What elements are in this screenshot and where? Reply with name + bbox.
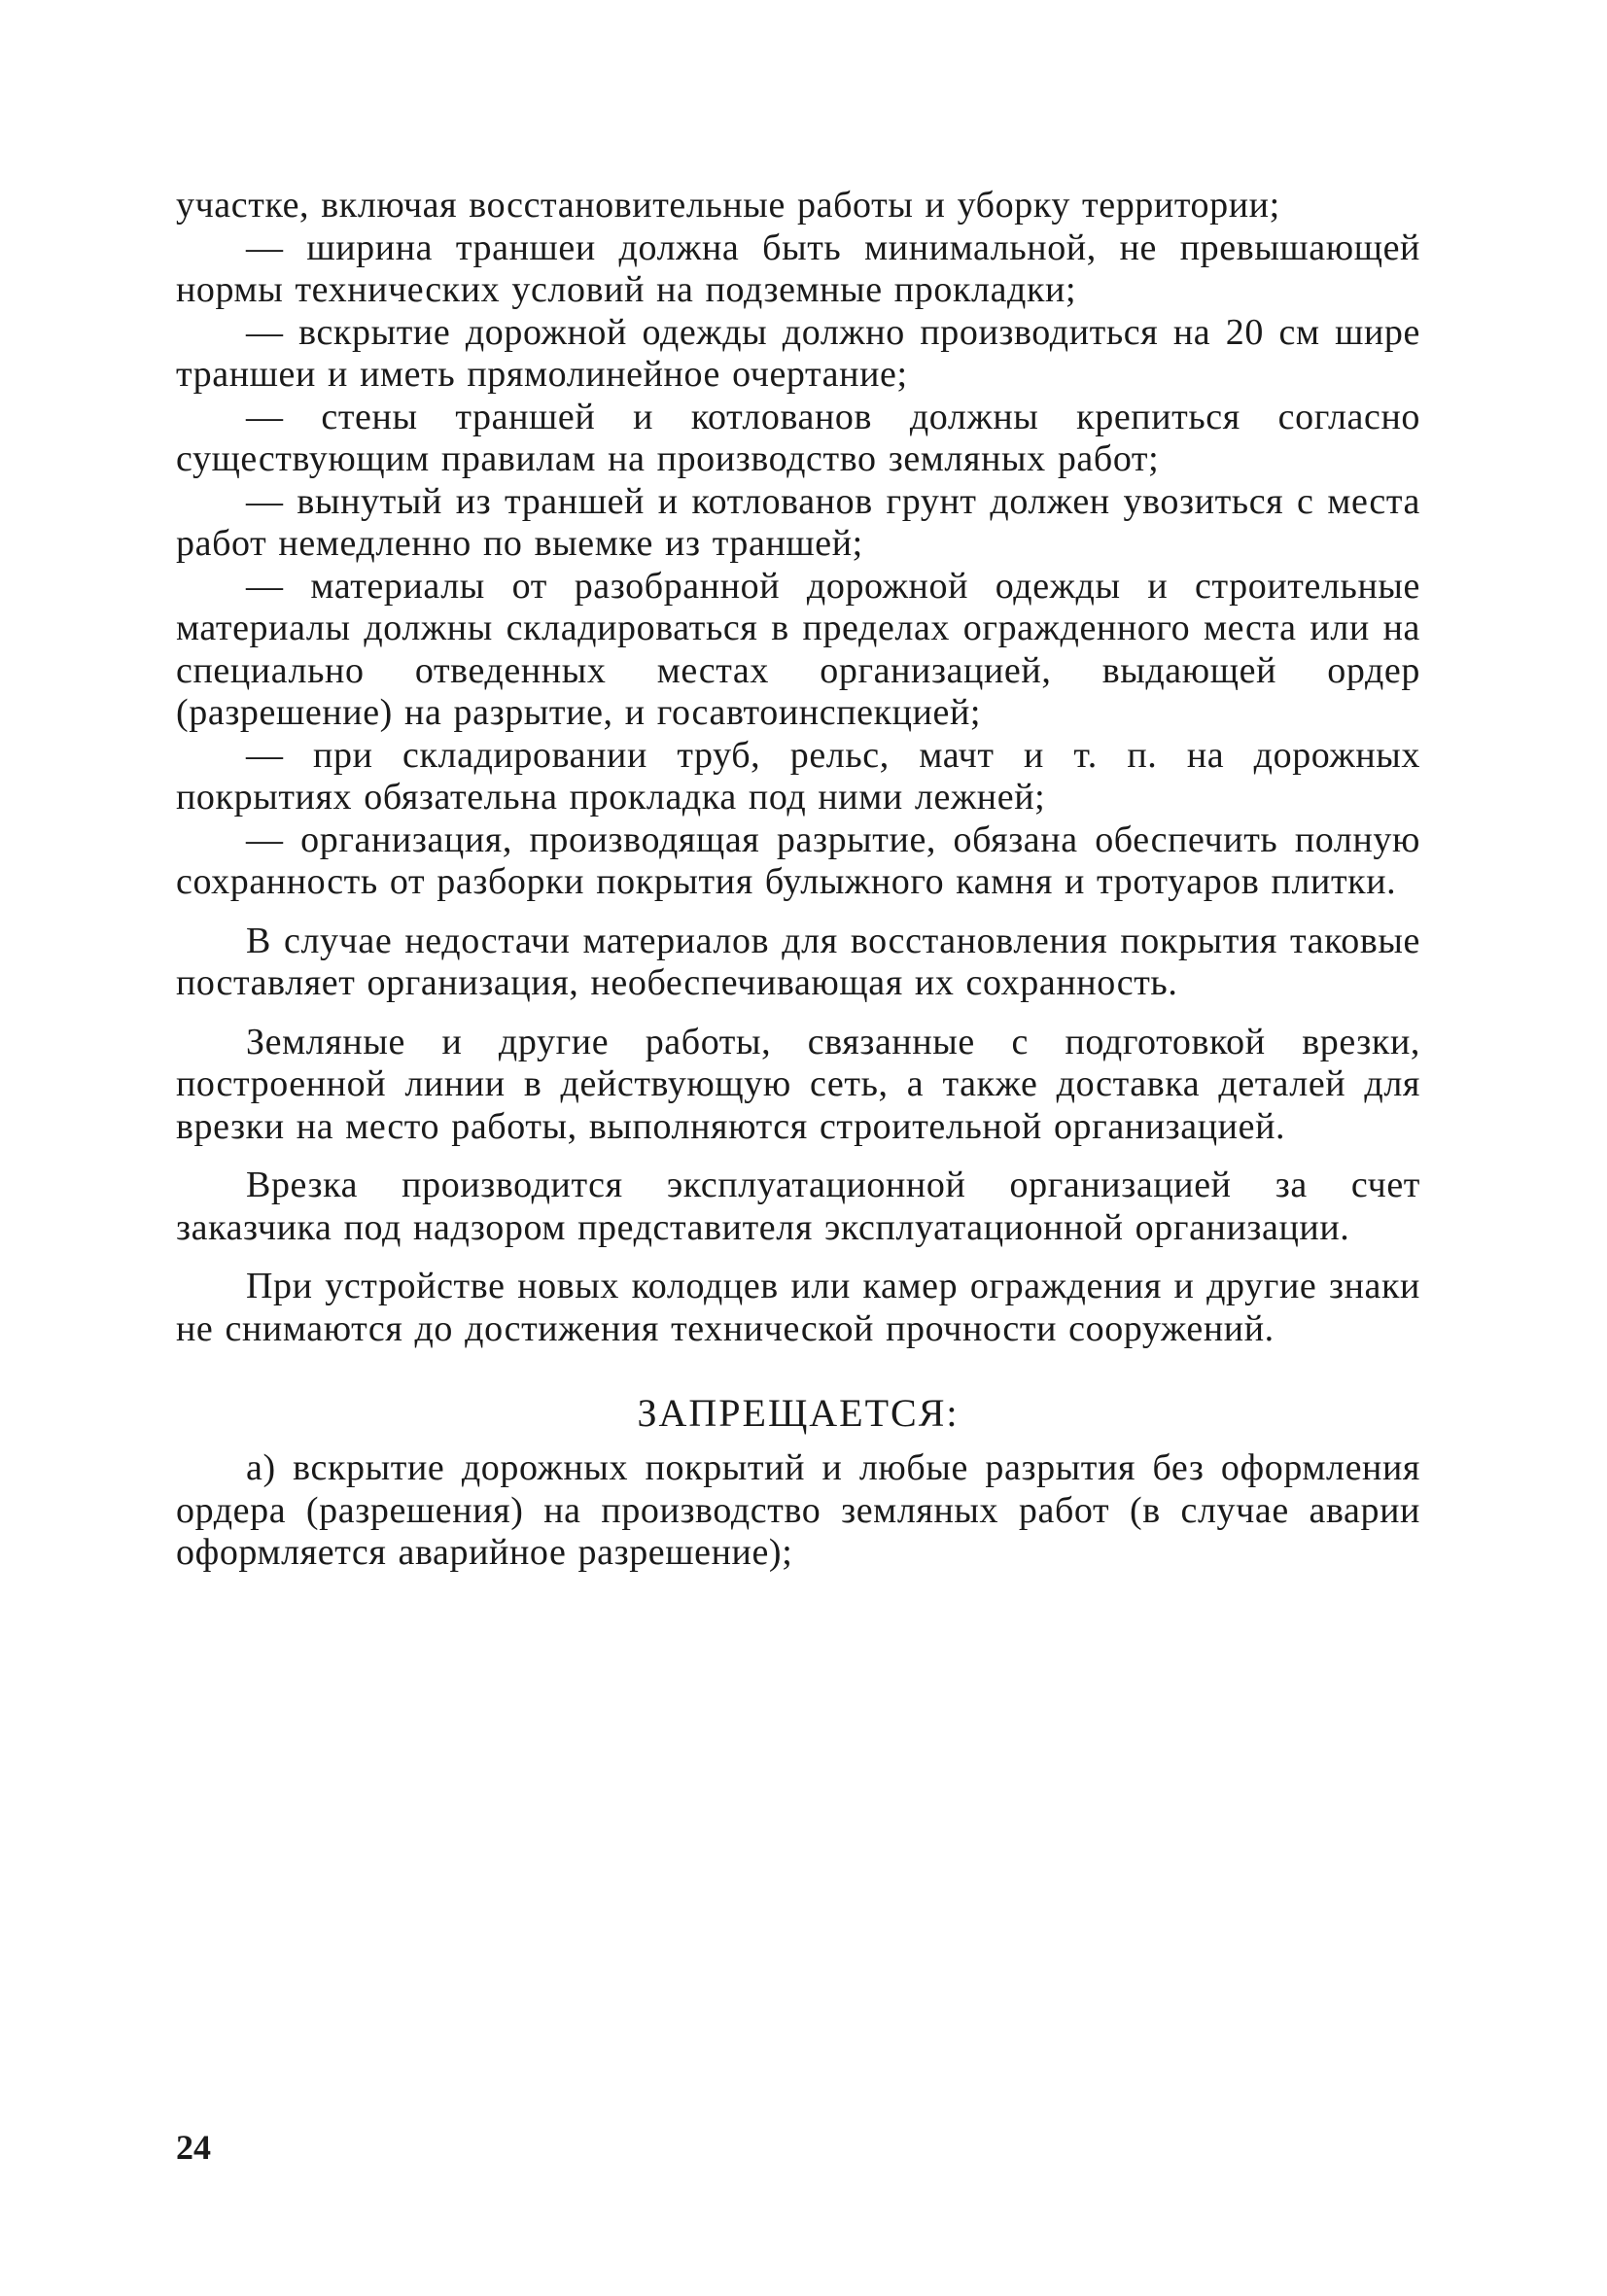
list-item-soil-removal: — вынутый из траншей и котлованов грунт должен увозиться с места работ немедленно по выемке из траншей; (176, 480, 1420, 564)
list-item-pipe-storage: — при складировании труб, рельс, мачт и т. п. на дорожных покрытиях обязательна прокладка под ними лежней; (176, 734, 1420, 818)
list-item-road-opening: — вскрытие дорожной одежды должно производиться на 20 см шире траншеи и иметь прямолинейное очертание; (176, 311, 1420, 395)
section-heading: ЗАПРЕЩАЕТСЯ: (637, 1391, 960, 1435)
list-item-trench-walls: — стены траншей и котлованов должны крепиться согласно существующим правилам на производство земляных работ; (176, 396, 1420, 479)
list-item-preservation: — организация, производящая разрытие, обязана обеспечить полную сохранность от разборки покрытия булыжного камня и тротуаров плитки. (176, 818, 1420, 902)
list-item-trench-width: — ширина траншеи должна быть минимальной, не превышающей нормы технических условий на подземные прокладки; (176, 226, 1420, 310)
document-page (176, 185, 1420, 1575)
list-item-materials-storage: — материалы от разобранной дорожной одежды и строительные материалы должны складироваться в пределах огражденного места или на специально отведенных местах организацией, выдающей ордер (разрешение) на разрытие, и госавтоинспекцией; (176, 565, 1420, 733)
paragraph-tie-in: Врезка производится эксплуатационной организацией за счет заказчика под надзором представителя эксплуатационной организации. (176, 1165, 1420, 1248)
paragraph-continuation: участке, включая восстановительные работы и уборку территории; (176, 185, 1280, 226)
paragraph-earthworks: Земляные и другие работы, связанные с подготовкой врезки, построенной линии в действующую сеть, а также доставка деталей для врезки на место работы, выполняются строительной организацией. (176, 1021, 1420, 1147)
prohibition-item-a: а) вскрытие дорожных покрытий и любые разрытия без оформления ордера (разрешения) на производство земляных работ (в случае аварии оформляется аварийное разрешение); (176, 1447, 1420, 1573)
paragraph-material-shortage: В случае недостачи материалов для восстановления покрытия таковые поставляет организация, необеспечивающая их сохранность. (176, 920, 1420, 1003)
page-number: 24 (176, 2128, 211, 2167)
paragraph-wells: При устройстве новых колодцев или камер ограждения и другие знаки не снимаются до достижения технической прочности сооружений. (176, 1266, 1420, 1349)
